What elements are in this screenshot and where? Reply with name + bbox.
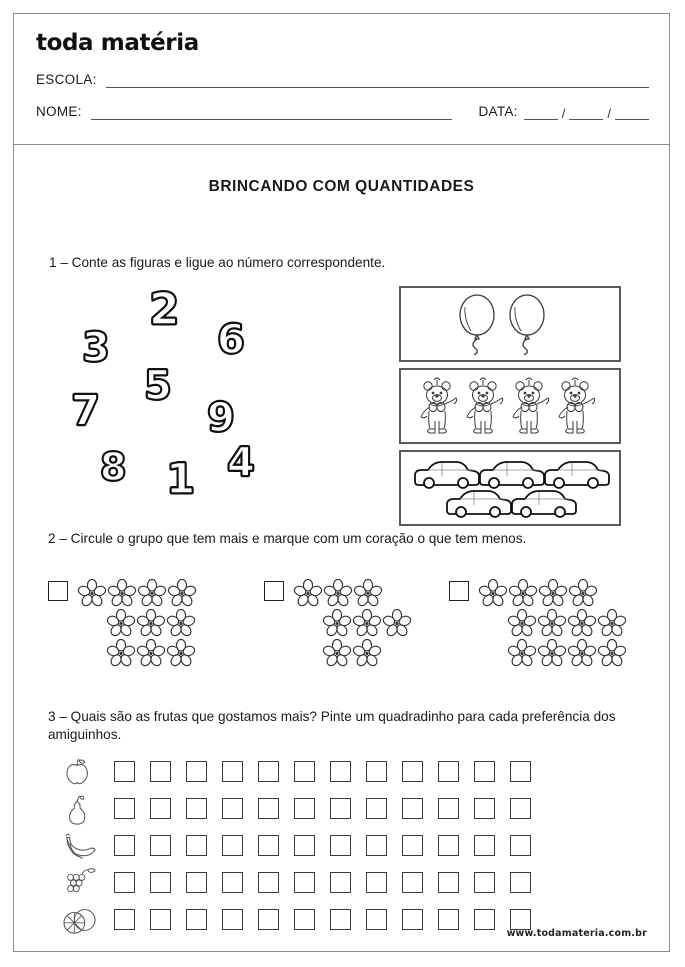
data-slash-2: /: [607, 106, 611, 121]
tick-box[interactable]: [330, 798, 351, 819]
flower-icon: [568, 579, 598, 608]
flower-icon: [167, 579, 197, 608]
flower-icon: [322, 639, 352, 668]
tick-box[interactable]: [474, 909, 495, 930]
escola-input-line[interactable]: [106, 74, 649, 88]
flower-row: [507, 608, 627, 638]
tick-box[interactable]: [438, 909, 459, 930]
flower-icon: [507, 639, 537, 668]
tick-box[interactable]: [330, 909, 351, 930]
flower-icon: [537, 609, 567, 638]
tick-box[interactable]: [366, 798, 387, 819]
car-group: [401, 452, 619, 524]
flower-icon: [537, 639, 567, 668]
worksheet-page: [13, 13, 670, 952]
tick-box[interactable]: [510, 835, 531, 856]
tick-box[interactable]: [438, 798, 459, 819]
flower-icon: [322, 609, 352, 638]
tick-box[interactable]: [258, 835, 279, 856]
number-3[interactable]: 3: [82, 325, 110, 371]
group-3-checkbox[interactable]: [449, 581, 469, 601]
flower-icon: [323, 579, 353, 608]
tick-box[interactable]: [186, 798, 207, 819]
footer-url: www.todamateria.com.br: [506, 928, 647, 939]
tick-box[interactable]: [474, 872, 495, 893]
tick-box[interactable]: [114, 909, 135, 930]
nome-label: NOME:: [36, 104, 82, 119]
tick-box[interactable]: [186, 909, 207, 930]
picture-box-balloons[interactable]: [399, 286, 621, 362]
page-title: BRINCANDO COM QUANTIDADES: [208, 178, 475, 195]
tick-box[interactable]: [366, 835, 387, 856]
tick-box[interactable]: [222, 835, 243, 856]
tick-box[interactable]: [510, 909, 531, 930]
group-2-checkbox[interactable]: [264, 581, 284, 601]
tick-box[interactable]: [330, 872, 351, 893]
tick-box[interactable]: [474, 798, 495, 819]
flower-row: [77, 578, 197, 608]
tick-box[interactable]: [150, 835, 171, 856]
fruit-chart-row: [14, 790, 671, 827]
tick-box[interactable]: [186, 835, 207, 856]
group-2-flowers: [293, 578, 412, 668]
flower-icon: [508, 579, 538, 608]
tick-box[interactable]: [258, 761, 279, 782]
group-3-flowers: [478, 578, 627, 668]
worksheet-header: [14, 14, 669, 145]
tick-box[interactable]: [114, 798, 135, 819]
flower-icon: [166, 639, 196, 668]
escola-label: ESCOLA:: [36, 72, 97, 87]
tick-box[interactable]: [150, 872, 171, 893]
tick-box[interactable]: [114, 872, 135, 893]
flower-icon: [352, 609, 382, 638]
tick-box[interactable]: [294, 761, 315, 782]
flower-group-2: [264, 578, 412, 668]
picture-box-teddy-bears[interactable]: [399, 368, 621, 444]
flower-row: [322, 608, 412, 638]
flower-icon: [567, 609, 597, 638]
tick-box[interactable]: [294, 798, 315, 819]
tick-box[interactable]: [438, 872, 459, 893]
number-8[interactable]: 8: [100, 445, 127, 489]
exercise-2-area: [14, 578, 671, 698]
flower-icon: [478, 579, 508, 608]
flower-group-3: [449, 578, 627, 668]
tick-box[interactable]: [150, 909, 171, 930]
fruit-chart-row: [14, 864, 671, 901]
tick-box[interactable]: [330, 835, 351, 856]
data-year-input[interactable]: [615, 106, 649, 120]
flower-row: [507, 638, 627, 668]
tick-box[interactable]: [402, 909, 423, 930]
tick-box-row: [114, 872, 546, 893]
flower-icon: [507, 609, 537, 638]
picture-box-cars[interactable]: [399, 450, 621, 526]
escola-field-row: [36, 72, 649, 88]
tick-box[interactable]: [366, 761, 387, 782]
flower-icon: [136, 639, 166, 668]
tick-box[interactable]: [222, 798, 243, 819]
tick-box[interactable]: [510, 798, 531, 819]
fruit-chart-row: [14, 827, 671, 864]
exercise-3-area: [14, 753, 671, 938]
group-1-checkbox[interactable]: [48, 581, 68, 601]
number-7[interactable]: 7: [71, 386, 101, 435]
banana-icon: [58, 829, 102, 863]
tick-box[interactable]: [258, 798, 279, 819]
flower-icon: [353, 579, 383, 608]
flower-icon: [352, 639, 382, 668]
tick-box[interactable]: [402, 798, 423, 819]
tick-box[interactable]: [150, 798, 171, 819]
tick-box[interactable]: [438, 835, 459, 856]
flower-row: [322, 638, 412, 668]
tick-box-row: [114, 909, 546, 930]
tick-box[interactable]: [402, 761, 423, 782]
tick-box[interactable]: [150, 761, 171, 782]
data-month-input[interactable]: [569, 106, 603, 120]
tick-box[interactable]: [366, 872, 387, 893]
exercise-2-prompt: 2 – Circule o grupo que tem mais e marque com um coração o que tem menos.: [48, 531, 527, 546]
tick-box[interactable]: [294, 909, 315, 930]
exercise-3-prompt: 3 – Quais são as frutas que gostamos mais? Pinte um quadradinho para cada preferência dos amiguinhos.: [48, 709, 616, 743]
number-1[interactable]: 1: [166, 454, 196, 503]
tick-box[interactable]: [258, 909, 279, 930]
number-4[interactable]: 4: [227, 440, 255, 486]
exercise-1-area: [14, 278, 671, 528]
tick-box[interactable]: [114, 835, 135, 856]
flower-icon: [597, 609, 627, 638]
tick-box[interactable]: [114, 761, 135, 782]
flower-icon: [137, 579, 167, 608]
flower-row: [478, 578, 627, 608]
number-9[interactable]: 9: [207, 395, 235, 441]
flower-icon: [106, 609, 136, 638]
teddy-bear-group: [401, 370, 619, 442]
data-label: DATA:: [478, 104, 518, 119]
flower-icon: [106, 639, 136, 668]
tick-box[interactable]: [366, 909, 387, 930]
flower-icon: [567, 639, 597, 668]
number-5[interactable]: 5: [144, 363, 172, 409]
tick-box-row: [114, 835, 546, 856]
number-6[interactable]: 6: [217, 317, 245, 363]
flower-icon: [166, 609, 196, 638]
tick-box[interactable]: [258, 872, 279, 893]
brand-logo: toda matéria: [36, 30, 199, 56]
tick-box-row: [114, 798, 546, 819]
flower-row: [106, 608, 197, 638]
tick-box[interactable]: [402, 872, 423, 893]
grapes-icon: [58, 866, 102, 900]
balloon-icon: [435, 293, 585, 355]
apple-icon: [58, 755, 102, 789]
orange-icon: [58, 903, 102, 937]
tick-box[interactable]: [474, 761, 495, 782]
fruit-chart-row: [14, 753, 671, 790]
worksheet-body: [14, 178, 669, 743]
flower-group-1: [48, 578, 197, 668]
tick-box[interactable]: [510, 761, 531, 782]
car-icon: [410, 456, 610, 520]
tick-box-row: [114, 761, 546, 782]
flower-icon: [77, 579, 107, 608]
tick-box[interactable]: [222, 909, 243, 930]
pear-icon: [58, 792, 102, 826]
tick-box[interactable]: [294, 872, 315, 893]
flower-icon: [538, 579, 568, 608]
flower-icon: [136, 609, 166, 638]
tick-box[interactable]: [474, 835, 495, 856]
tick-box[interactable]: [186, 761, 207, 782]
data-field-group: [478, 104, 649, 120]
flower-icon: [597, 639, 627, 668]
flower-row: [106, 638, 197, 668]
tick-box[interactable]: [438, 761, 459, 782]
flower-icon: [382, 609, 412, 638]
flower-icon: [107, 579, 137, 608]
tick-box[interactable]: [330, 761, 351, 782]
tick-box[interactable]: [222, 872, 243, 893]
group-1-flowers: [77, 578, 197, 668]
data-slash-1: /: [561, 106, 566, 121]
balloon-group: [401, 288, 619, 360]
tick-box[interactable]: [294, 835, 315, 856]
flower-icon: [293, 579, 323, 608]
nome-input-line[interactable]: [91, 106, 453, 120]
tick-box[interactable]: [402, 835, 423, 856]
number-2[interactable]: 2: [149, 284, 180, 335]
data-day-input[interactable]: [524, 106, 558, 120]
nome-field-row: [36, 104, 649, 120]
tick-box[interactable]: [186, 872, 207, 893]
flower-row: [293, 578, 412, 608]
tick-box[interactable]: [222, 761, 243, 782]
exercise-1-prompt: 1 – Conte as figuras e ligue ao número correspondente.: [49, 255, 386, 270]
tick-box[interactable]: [510, 872, 531, 893]
teddy-bear-icon: [415, 373, 605, 439]
